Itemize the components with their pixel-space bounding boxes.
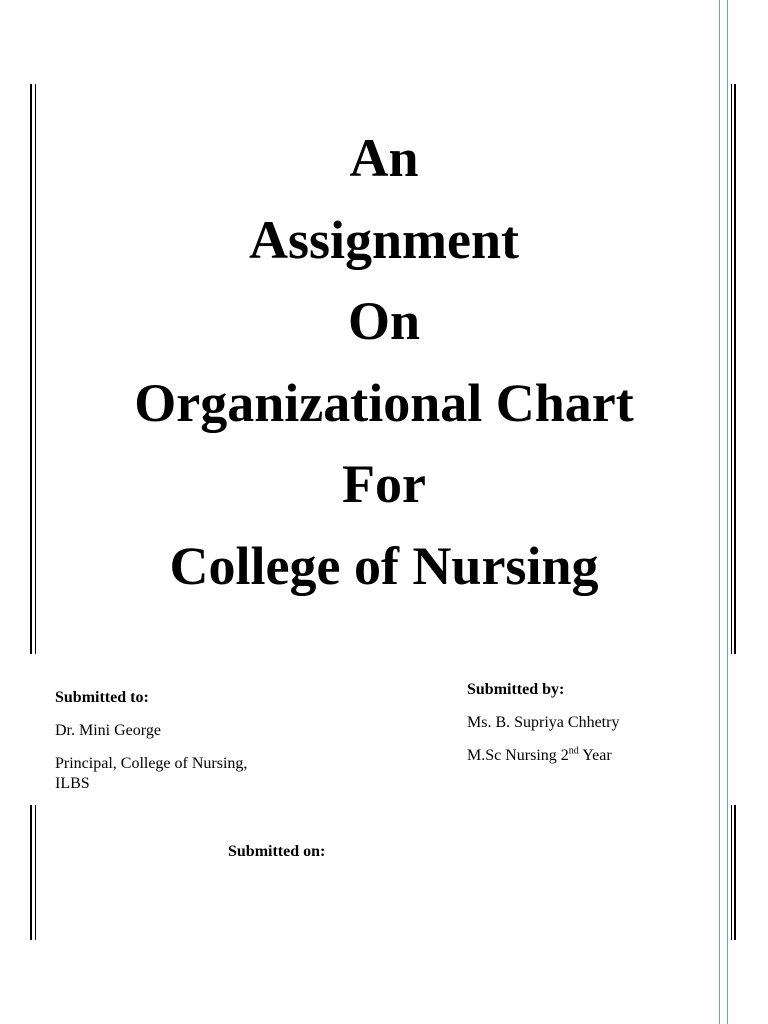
submitted-to-block	[55, 688, 315, 794]
submitted-to-label: Submitted to:	[55, 689, 149, 706]
course-suffix: Year	[578, 747, 612, 764]
submitted-by-block	[467, 680, 707, 766]
right-border-line-lower-inner	[731, 805, 732, 940]
submitted-to-name: Dr. Mini George	[55, 722, 161, 739]
title-line-2: Assignment	[248, 209, 520, 270]
title-line-6: College of Nursing	[169, 535, 599, 596]
submitted-by-name: Ms. B. Supriya Chhetry	[467, 714, 620, 731]
title-line-3: On	[347, 291, 421, 351]
title-line-5: For	[342, 454, 426, 514]
submitted-on-label: Submitted on:	[228, 843, 326, 860]
right-border-line-lower	[734, 805, 736, 940]
left-border-line-lower-inner	[35, 805, 36, 940]
left-border-line-lower	[30, 805, 32, 940]
title-line-1: An	[349, 128, 419, 188]
submitted-to-designation: Principal, College of Nursing,	[55, 755, 248, 772]
submitted-on-block	[228, 842, 428, 862]
submitted-by-label: Submitted by:	[467, 681, 565, 698]
submitted-by-course	[467, 746, 707, 766]
course-prefix: M.Sc Nursing 2	[467, 747, 569, 764]
document-title	[0, 118, 768, 607]
title-line-4: Organizational Chart	[134, 372, 634, 433]
submitted-to-institution: ILBS	[55, 775, 90, 792]
course-ordinal: nd	[568, 745, 579, 757]
